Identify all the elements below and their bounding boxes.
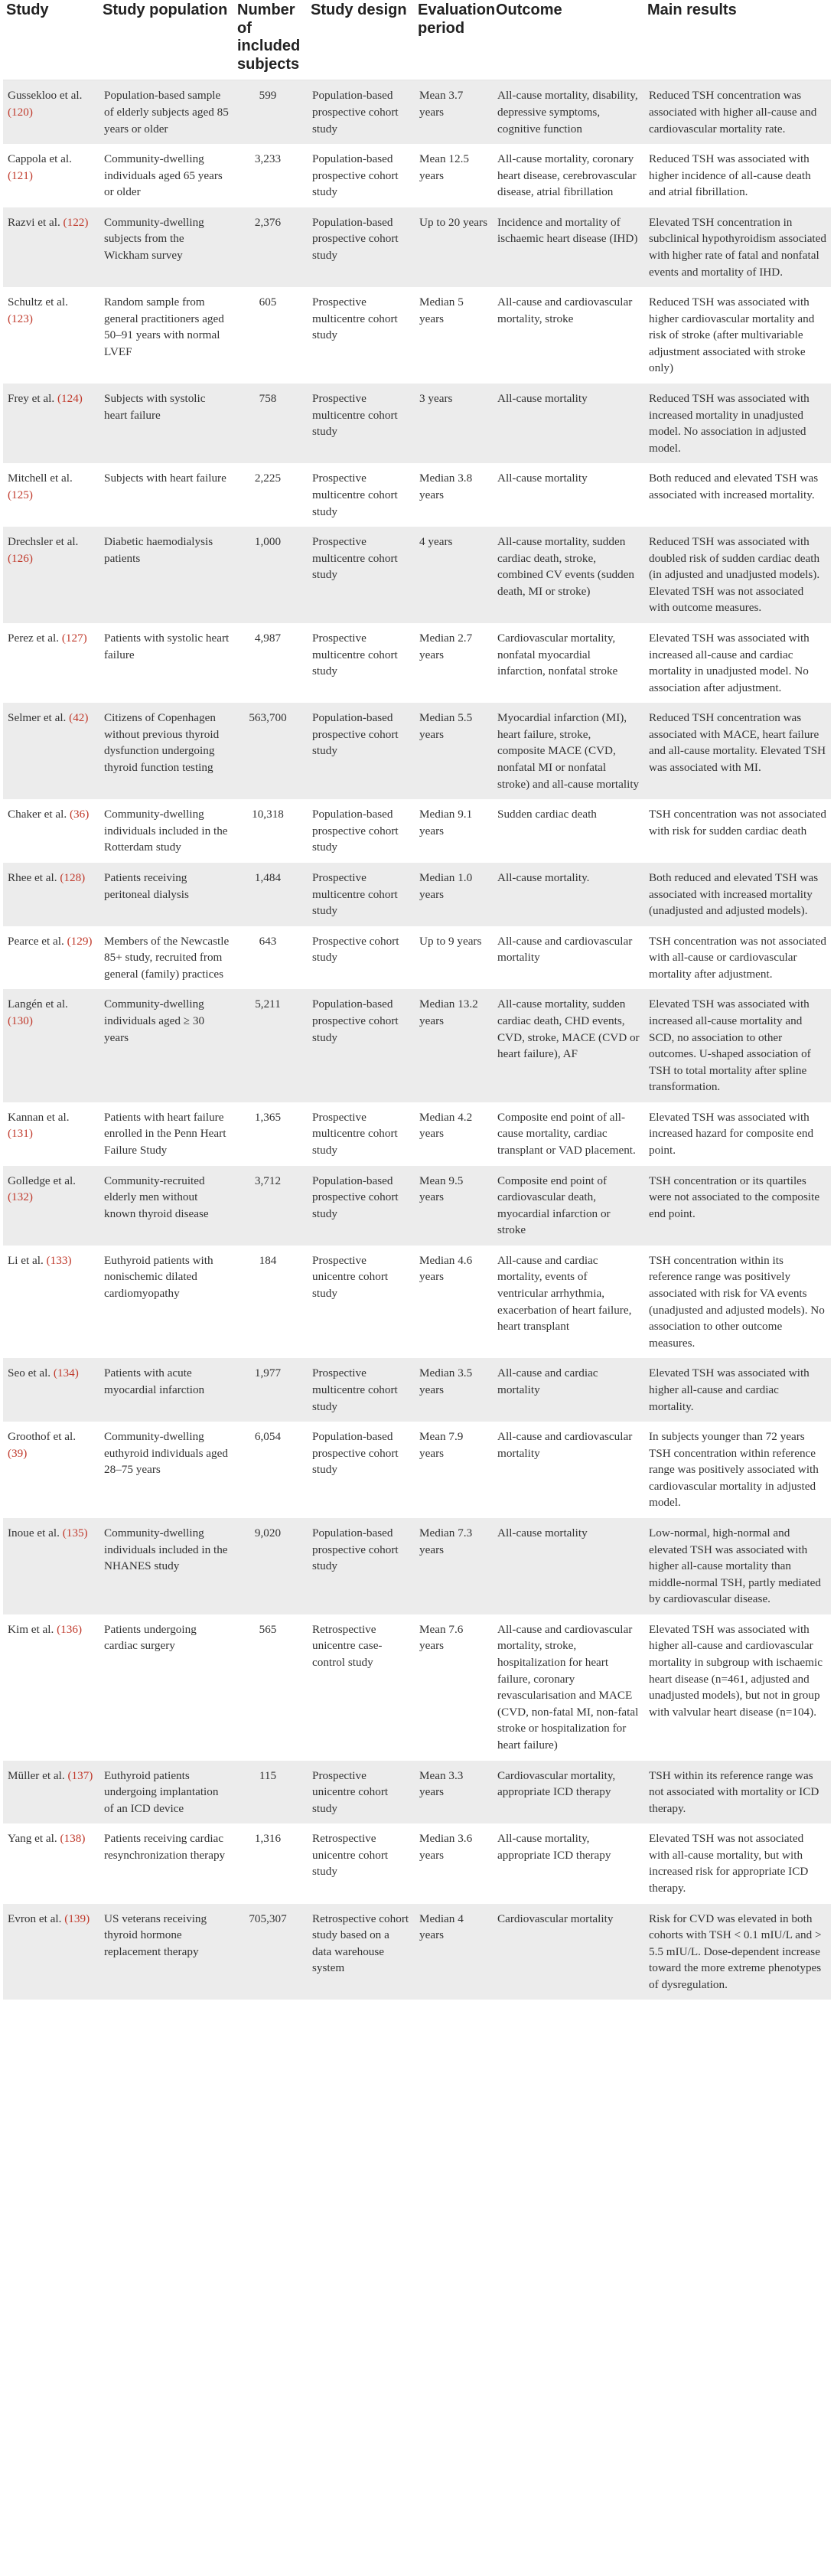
subjects-cell: 565 bbox=[259, 1622, 277, 1636]
period-cell: Median 4.2 years bbox=[419, 1110, 473, 1141]
subjects-cell: 605 bbox=[259, 295, 277, 309]
table-row bbox=[3, 287, 831, 384]
study-author: Schultz et al. bbox=[8, 295, 68, 309]
reference-link[interactable]: (36) bbox=[69, 808, 90, 821]
table-row bbox=[3, 144, 831, 207]
table-row bbox=[3, 527, 831, 623]
study-author: Frey et al. bbox=[8, 392, 55, 406]
study-cell bbox=[3, 1102, 99, 1166]
study-author: Inoue et al. bbox=[8, 1526, 60, 1539]
reference-link[interactable]: (135) bbox=[62, 1526, 88, 1539]
reference-link[interactable]: (126) bbox=[8, 551, 33, 565]
population-cell: Diabetic haemodialysis patients bbox=[104, 535, 213, 565]
reference-link[interactable]: (120) bbox=[8, 105, 33, 119]
header-results: Main results bbox=[647, 2, 737, 18]
results-cell: Reduced TSH was associated with higher incidence of all-cause death and atrial fibrillation. bbox=[649, 152, 811, 199]
table-row bbox=[3, 384, 831, 463]
table-row bbox=[3, 80, 831, 144]
table-row bbox=[3, 703, 831, 799]
results-cell: Elevated TSH was associated with increased all-cause mortality and SCD, no association to other outcomes. U-shaped association of TSH to total mortality after spline transformation. bbox=[649, 997, 811, 1094]
subjects-cell: 6,054 bbox=[254, 1430, 282, 1444]
outcome-cell: All-cause mortality, coronary heart disease, cerebrovascular disease, atrial fibrillation bbox=[497, 152, 637, 199]
subjects-cell: 184 bbox=[259, 1253, 277, 1267]
design-cell: Population-based prospective cohort study bbox=[312, 711, 399, 758]
design-cell: Prospective multicentre cohort study bbox=[312, 631, 398, 678]
reference-link[interactable]: (138) bbox=[60, 1832, 86, 1846]
results-cell: Both reduced and elevated TSH was associated with increased mortality (unadjusted and adjusted models). bbox=[649, 870, 819, 918]
reference-link[interactable]: (125) bbox=[8, 488, 33, 501]
reference-link[interactable]: (139) bbox=[64, 1912, 90, 1925]
study-author: Perez et al. bbox=[8, 631, 60, 645]
period-cell: Mean 12.5 years bbox=[419, 152, 469, 182]
reference-link[interactable]: (127) bbox=[61, 631, 87, 645]
outcome-cell: All-cause and cardiovascular mortality, stroke, hospitalization for heart failure, coronary revascularisation and MACE (CVD, non-fatal MI, non-fatal stroke or hospitalization for heart failure) bbox=[497, 1622, 639, 1752]
header-subjects: Number of included subjects bbox=[237, 2, 301, 73]
subjects-cell: 1,484 bbox=[254, 870, 282, 884]
outcome-cell: Cardiovascular mortality, nonfatal myocardial infarction, nonfatal stroke bbox=[497, 631, 618, 678]
study-author: Mitchell et al. bbox=[8, 472, 73, 485]
reference-link[interactable]: (121) bbox=[8, 168, 33, 182]
study-cell bbox=[3, 1614, 99, 1761]
table-row bbox=[3, 1518, 831, 1614]
population-cell: Patients with acute myocardial infarction bbox=[104, 1366, 205, 1396]
outcome-cell: All-cause and cardiovascular mortality, stroke bbox=[497, 295, 633, 325]
period-cell: 3 years bbox=[419, 392, 453, 406]
period-cell: Up to 9 years bbox=[419, 934, 482, 948]
table-row bbox=[3, 1358, 831, 1422]
reference-link[interactable]: (130) bbox=[8, 1014, 33, 1027]
table-row bbox=[3, 1102, 831, 1166]
study-cell bbox=[3, 1422, 99, 1518]
outcome-cell: All-cause mortality, sudden cardiac death, stroke, combined CV events (sudden death, MI or stroke) bbox=[497, 535, 634, 598]
results-cell: Reduced TSH was associated with higher cardiovascular mortality and risk of stroke (after multivariable adjustment associated with stroke only) bbox=[649, 295, 815, 375]
period-cell: Mean 7.6 years bbox=[419, 1622, 464, 1653]
outcome-cell: All-cause mortality, appropriate ICD therapy bbox=[497, 1832, 611, 1862]
header-study: Study bbox=[6, 2, 49, 18]
table-row bbox=[3, 623, 831, 703]
study-cell bbox=[3, 799, 99, 863]
study-author: Seo et al. bbox=[8, 1366, 51, 1380]
results-cell: Risk for CVD was elevated in both cohorts with TSH < 0.1 mIU/L and > 5.5 mIU/L. Dose-dependent increase toward the more extreme phenotypes of dysregulation. bbox=[649, 1912, 822, 1991]
population-cell: Community-dwelling subjects from the Wickham survey bbox=[104, 215, 204, 262]
period-cell: Mean 3.3 years bbox=[419, 1768, 464, 1799]
study-cell bbox=[3, 463, 99, 527]
subjects-cell: 2,225 bbox=[254, 472, 282, 485]
population-cell: Euthyroid patients with nonischemic dilated cardiomyopathy bbox=[104, 1253, 213, 1301]
period-cell: Median 13.2 years bbox=[419, 997, 478, 1027]
period-cell: Mean 3.7 years bbox=[419, 89, 464, 119]
reference-link[interactable]: (122) bbox=[63, 215, 89, 229]
header-outcome: Outcome bbox=[496, 2, 562, 18]
results-cell: TSH concentration or its quartiles were not associated to the composite end point. bbox=[649, 1174, 820, 1220]
design-cell: Prospective multicentre cohort study bbox=[312, 1110, 398, 1157]
table-row bbox=[3, 926, 831, 990]
outcome-cell: All-cause mortality bbox=[497, 392, 588, 406]
reference-link[interactable]: (134) bbox=[53, 1366, 79, 1380]
results-cell: Elevated TSH was associated with higher all-cause and cardiovascular mortality in subgroup with ischaemic heart disease (n=461, adjusted and unadjusted models), but not in group with valvular heart disease (n=104). bbox=[649, 1622, 823, 1719]
design-cell: Population-based prospective cohort study bbox=[312, 215, 399, 262]
study-author: Kannan et al. bbox=[8, 1110, 70, 1124]
results-cell: Both reduced and elevated TSH was associated with increased mortality. bbox=[649, 472, 819, 501]
subjects-cell: 599 bbox=[259, 89, 277, 103]
period-cell: Median 1.0 years bbox=[419, 870, 473, 901]
results-cell: Elevated TSH was not associated with all-cause mortality, but with increased risk for appropriate ICD therapy. bbox=[649, 1832, 809, 1895]
design-cell: Prospective unicentre cohort study bbox=[312, 1253, 389, 1301]
subjects-cell: 1,977 bbox=[254, 1366, 282, 1380]
population-cell: Community-recruited elderly men without known thyroid disease bbox=[104, 1174, 209, 1220]
period-cell: Up to 20 years bbox=[419, 215, 487, 229]
outcome-cell: Cardiovascular mortality, appropriate ICD therapy bbox=[497, 1768, 616, 1799]
table-row bbox=[3, 1904, 831, 2000]
design-cell: Population-based prospective cohort study bbox=[312, 152, 399, 199]
results-cell: TSH concentration was not associated with all-cause or cardiovascular mortality after adjustment. bbox=[649, 934, 826, 981]
population-cell: Population-based sample of elderly subjects aged 85 years or older bbox=[104, 89, 229, 135]
reference-link[interactable]: (129) bbox=[67, 934, 93, 948]
outcome-cell: Composite end point of cardiovascular death, myocardial infarction or stroke bbox=[497, 1174, 611, 1237]
outcome-cell: All-cause mortality. bbox=[497, 870, 590, 884]
results-cell: Elevated TSH was associated with increased all-cause and cardiac mortality in unadjusted model. No association after adjustment. bbox=[649, 631, 810, 694]
subjects-cell: 563,700 bbox=[249, 711, 287, 725]
reference-link[interactable]: (137) bbox=[67, 1768, 93, 1782]
table-row bbox=[3, 1246, 831, 1358]
header-period: Evaluation period bbox=[418, 2, 496, 37]
table-row bbox=[3, 1166, 831, 1246]
population-cell: Euthyroid patients undergoing implantation of an ICD device bbox=[104, 1768, 219, 1815]
study-author: Groothof et al. bbox=[8, 1430, 76, 1444]
studies-table bbox=[3, 0, 831, 2000]
population-cell: Patients receiving cardiac resynchronization therapy bbox=[104, 1832, 226, 1862]
subjects-cell: 3,712 bbox=[254, 1174, 282, 1187]
study-author: Golledge et al. bbox=[8, 1174, 76, 1187]
study-author: Langén et al. bbox=[8, 997, 68, 1011]
study-cell bbox=[3, 1904, 99, 2000]
subjects-cell: 115 bbox=[259, 1768, 277, 1782]
study-cell bbox=[3, 144, 99, 207]
study-cell bbox=[3, 703, 99, 799]
results-cell: Elevated TSH was associated with increased hazard for composite end point. bbox=[649, 1110, 814, 1157]
period-cell: Median 5.5 years bbox=[419, 711, 473, 741]
design-cell: Population-based prospective cohort study bbox=[312, 997, 399, 1044]
design-cell: Retrospective unicentre case-control study bbox=[312, 1622, 383, 1670]
results-cell: Reduced TSH concentration was associated with MACE, heart failure and all-cause mortality. Elevated TSH was associated with MI. bbox=[649, 711, 826, 775]
outcome-cell: Cardiovascular mortality bbox=[497, 1912, 614, 1925]
period-cell: Mean 7.9 years bbox=[419, 1430, 464, 1460]
study-cell bbox=[3, 1761, 99, 1824]
study-author: Drechsler et al. bbox=[8, 535, 79, 549]
design-cell: Population-based prospective cohort study bbox=[312, 1430, 399, 1477]
reference-link[interactable]: (136) bbox=[57, 1622, 83, 1636]
subjects-cell: 2,376 bbox=[254, 215, 282, 229]
results-cell: Reduced TSH was associated with doubled risk of sudden cardiac death (in adjusted and unadjusted models). Elevated TSH was not associated with outcome measures. bbox=[649, 535, 820, 615]
outcome-cell: All-cause mortality, disability, depressive symptoms, cognitive function bbox=[497, 89, 638, 135]
results-cell: TSH concentration was not associated with risk for sudden cardiac death bbox=[649, 808, 826, 837]
outcome-cell: All-cause mortality bbox=[497, 472, 588, 485]
study-author: Cappola et al. bbox=[8, 152, 72, 166]
study-cell bbox=[3, 926, 99, 990]
study-author: Rhee et al. bbox=[8, 870, 57, 884]
reference-link[interactable]: (39) bbox=[8, 1446, 28, 1460]
period-cell: Median 7.3 years bbox=[419, 1526, 473, 1556]
study-author: Li et al. bbox=[8, 1253, 44, 1267]
subjects-cell: 10,318 bbox=[252, 808, 284, 821]
outcome-cell: All-cause and cardiovascular mortality bbox=[497, 1430, 633, 1460]
study-cell bbox=[3, 384, 99, 463]
results-cell: Low-normal, high-normal and elevated TSH was associated with higher all-cause mortality than middle-normal TSH, partly mediated by cardiovascular disease. bbox=[649, 1526, 821, 1606]
study-cell bbox=[3, 623, 99, 703]
study-cell bbox=[3, 863, 99, 926]
study-author: Razvi et al. bbox=[8, 215, 60, 229]
reference-link[interactable]: (128) bbox=[60, 870, 86, 884]
outcome-cell: Sudden cardiac death bbox=[497, 808, 597, 821]
table-header bbox=[3, 0, 831, 80]
table-body bbox=[3, 80, 831, 2000]
study-author: Gussekloo et al. bbox=[8, 89, 83, 103]
study-cell bbox=[3, 527, 99, 623]
design-cell: Population-based prospective cohort study bbox=[312, 808, 399, 854]
design-cell: Prospective multicentre cohort study bbox=[312, 1366, 398, 1413]
table-row bbox=[3, 1823, 831, 1903]
study-author: Evron et al. bbox=[8, 1912, 62, 1925]
population-cell: Community-dwelling individuals included in the Rotterdam study bbox=[104, 808, 228, 854]
study-author: Pearce et al. bbox=[8, 934, 64, 948]
outcome-cell: All-cause mortality, sudden cardiac death, CHD events, CVD, stroke, MACE (CVD or heart failure), AF bbox=[497, 997, 640, 1061]
subjects-cell: 5,211 bbox=[255, 997, 281, 1011]
subjects-cell: 9,020 bbox=[254, 1526, 282, 1539]
population-cell: Community-dwelling individuals aged 65 years or older bbox=[104, 152, 223, 199]
period-cell: Median 3.5 years bbox=[419, 1366, 473, 1396]
table-row bbox=[3, 799, 831, 863]
subjects-cell: 3,233 bbox=[254, 152, 282, 166]
design-cell: Prospective cohort study bbox=[312, 934, 399, 965]
population-cell: Random sample from general practitioners aged 50–91 years with normal LVEF bbox=[104, 295, 224, 358]
design-cell: Population-based prospective cohort study bbox=[312, 89, 399, 135]
population-cell: Community-dwelling individuals included in the NHANES study bbox=[104, 1526, 228, 1573]
outcome-cell: Composite end point of all-cause mortality, cardiac transplant or VAD placement. bbox=[497, 1110, 636, 1157]
period-cell: Median 3.6 years bbox=[419, 1832, 473, 1862]
population-cell: Community-dwelling euthyroid individuals aged 28–75 years bbox=[104, 1430, 228, 1477]
period-cell: Median 4 years bbox=[419, 1912, 464, 1942]
subjects-cell: 4,987 bbox=[254, 631, 282, 645]
period-cell: Mean 9.5 years bbox=[419, 1174, 464, 1204]
reference-link[interactable]: (132) bbox=[8, 1190, 33, 1204]
results-cell: TSH within its reference range was not associated with mortality or ICD therapy. bbox=[649, 1768, 819, 1815]
table-row bbox=[3, 1761, 831, 1824]
design-cell: Prospective multicentre cohort study bbox=[312, 295, 398, 342]
period-cell: 4 years bbox=[419, 535, 453, 549]
study-cell bbox=[3, 989, 99, 1102]
design-cell: Retrospective unicentre cohort study bbox=[312, 1832, 389, 1879]
reference-link[interactable]: (133) bbox=[46, 1253, 72, 1267]
study-cell bbox=[3, 80, 99, 144]
period-cell: Median 4.6 years bbox=[419, 1253, 473, 1284]
study-cell bbox=[3, 1358, 99, 1422]
population-cell: Patients undergoing cardiac surgery bbox=[104, 1622, 197, 1653]
outcome-cell: All-cause and cardiac mortality, events of ventricular arrhythmia, exacerbation of heart failure, heart transplant bbox=[497, 1253, 632, 1334]
reference-link[interactable]: (131) bbox=[8, 1127, 33, 1141]
results-cell: Reduced TSH concentration was associated with higher all-cause and cardiovascular mortality rate. bbox=[649, 89, 817, 135]
population-cell: Patients with systolic heart failure bbox=[104, 631, 230, 661]
design-cell: Prospective multicentre cohort study bbox=[312, 870, 398, 918]
design-cell: Prospective multicentre cohort study bbox=[312, 535, 398, 582]
results-cell: Elevated TSH concentration in subclinical hypothyroidism associated with higher rate of fatal and nonfatal events and mortality of IHD. bbox=[649, 215, 826, 279]
outcome-cell: Incidence and mortality of ischaemic heart disease (IHD) bbox=[497, 215, 638, 246]
reference-link[interactable]: (124) bbox=[57, 392, 83, 406]
outcome-cell: Myocardial infarction (MI), heart failure, stroke, composite MACE (CVD, nonfatal MI or nonfatal stroke) and all-cause mortality bbox=[497, 711, 640, 791]
header-design: Study design bbox=[311, 2, 407, 18]
subjects-cell: 705,307 bbox=[249, 1912, 287, 1925]
table-row bbox=[3, 989, 831, 1102]
subjects-cell: 643 bbox=[259, 934, 277, 948]
population-cell: US veterans receiving thyroid hormone replacement therapy bbox=[104, 1912, 207, 1958]
population-cell: Citizens of Copenhagen without previous thyroid dysfunction undergoing thyroid function testing bbox=[104, 711, 220, 775]
design-cell: Population-based prospective cohort study bbox=[312, 1526, 399, 1573]
table-row bbox=[3, 207, 831, 287]
table-row bbox=[3, 1422, 831, 1518]
study-cell bbox=[3, 1518, 99, 1614]
subjects-cell: 758 bbox=[259, 392, 277, 406]
study-author: Chaker et al. bbox=[8, 808, 67, 821]
reference-link[interactable]: (42) bbox=[69, 711, 89, 725]
design-cell: Retrospective cohort study based on a data warehouse system bbox=[312, 1912, 409, 1975]
population-cell: Subjects with heart failure bbox=[104, 472, 226, 485]
subjects-cell: 1,316 bbox=[254, 1832, 282, 1846]
population-cell: Members of the Newcastle 85+ study, recruited from general (family) practices bbox=[104, 934, 230, 981]
study-cell bbox=[3, 287, 99, 384]
table-row bbox=[3, 1614, 831, 1761]
design-cell: Prospective multicentre cohort study bbox=[312, 392, 398, 439]
study-author: Kim et al. bbox=[8, 1622, 54, 1636]
period-cell: Median 5 years bbox=[419, 295, 464, 325]
study-cell bbox=[3, 1166, 99, 1246]
subjects-cell: 1,365 bbox=[254, 1110, 282, 1124]
header-row bbox=[3, 0, 831, 80]
design-cell: Prospective unicentre cohort study bbox=[312, 1768, 389, 1815]
outcome-cell: All-cause and cardiovascular mortality bbox=[497, 934, 633, 965]
reference-link[interactable]: (123) bbox=[8, 312, 33, 325]
study-author: Selmer et al. bbox=[8, 711, 67, 725]
results-cell: In subjects younger than 72 years TSH concentration within reference range was positively associated with cardiovascular mortality in adjusted model. bbox=[649, 1430, 819, 1510]
design-cell: Prospective multicentre cohort study bbox=[312, 472, 398, 518]
population-cell: Community-dwelling individuals aged ≥ 30 years bbox=[104, 997, 205, 1044]
population-cell: Patients with heart failure enrolled in the Penn Heart Failure Study bbox=[104, 1110, 226, 1157]
results-cell: Elevated TSH was associated with higher all-cause and cardiac mortality. bbox=[649, 1366, 810, 1413]
study-cell bbox=[3, 1246, 99, 1358]
study-author: Müller et al. bbox=[8, 1768, 65, 1782]
outcome-cell: All-cause and cardiac mortality bbox=[497, 1366, 598, 1396]
study-cell bbox=[3, 207, 99, 287]
population-cell: Patients receiving peritoneal dialysis bbox=[104, 870, 189, 901]
period-cell: Median 9.1 years bbox=[419, 808, 473, 837]
table-row bbox=[3, 463, 831, 527]
outcome-cell: All-cause mortality bbox=[497, 1526, 588, 1539]
study-cell bbox=[3, 1823, 99, 1903]
period-cell: Median 3.8 years bbox=[419, 472, 473, 501]
population-cell: Subjects with systolic heart failure bbox=[104, 392, 206, 422]
table-row bbox=[3, 863, 831, 926]
period-cell: Median 2.7 years bbox=[419, 631, 473, 661]
subjects-cell: 1,000 bbox=[254, 535, 282, 549]
design-cell: Population-based prospective cohort study bbox=[312, 1174, 399, 1220]
header-population: Study population bbox=[103, 2, 228, 18]
results-cell: Reduced TSH was associated with increased mortality in unadjusted model. No association in adjusted model. bbox=[649, 392, 810, 455]
results-cell: TSH concentration within its reference range was positively associated with risk for VA events (unadjusted and adjusted models). No association to other outcome measures. bbox=[649, 1253, 825, 1350]
study-author: Yang et al. bbox=[8, 1832, 57, 1846]
